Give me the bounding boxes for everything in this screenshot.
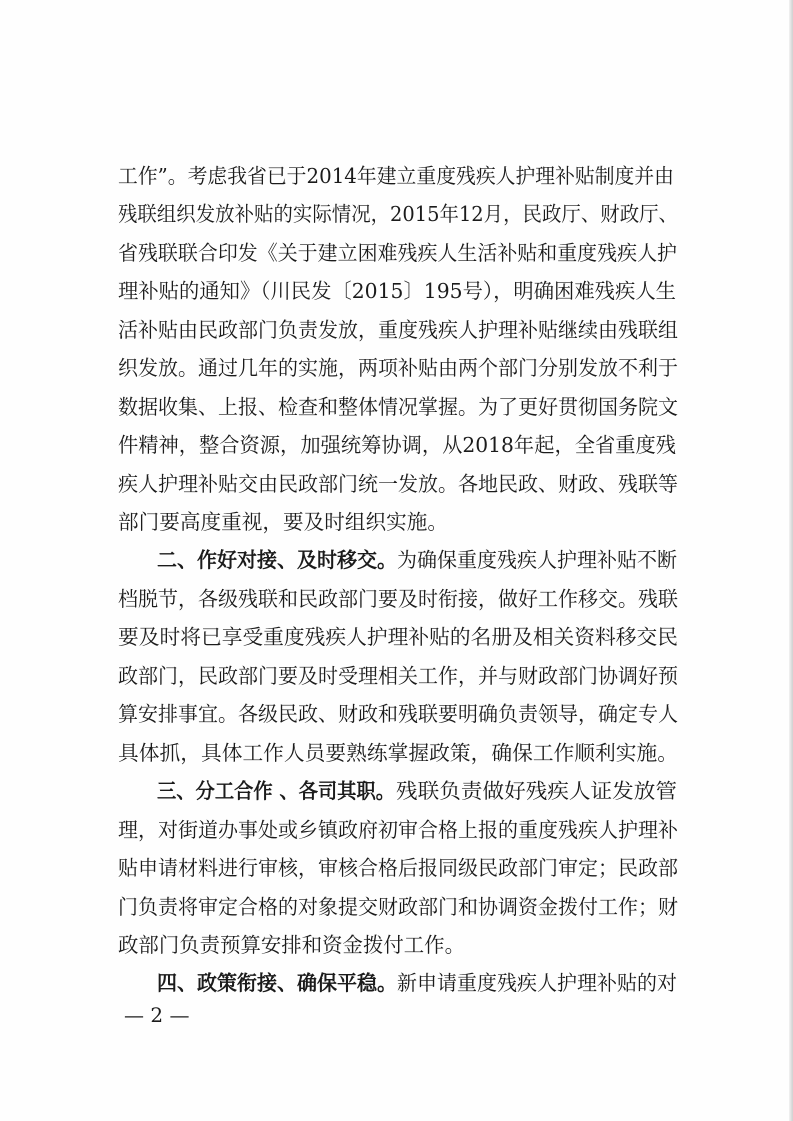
line-text: 省残联联合印发《关于建立困难残疾人生活补贴和重度残疾人护 bbox=[118, 241, 677, 265]
section-line bbox=[0, 771, 793, 811]
text-line bbox=[0, 310, 793, 350]
line-text: 门负责将审定合格的对象提交财政部门和协调资金拨付工作；财 bbox=[118, 895, 678, 919]
line-text: 档脱节，各级残联和民政部门要及时衔接，做好工作移交。残联 bbox=[118, 587, 678, 611]
line-text: 理，对街道办事处或乡镇政府初审合格上报的重度残疾人护理补 bbox=[118, 818, 678, 842]
section-heading: 四、政策衔接、确保平稳。 bbox=[157, 971, 397, 995]
line-text: 贴申请材料进行审核，审核合格后报同级民政部门审定；民政部 bbox=[118, 856, 678, 880]
text-line bbox=[0, 925, 793, 965]
line-text: 为确保重度残疾人护理补贴不断 bbox=[397, 548, 677, 572]
line-text: 工作”。考虑我省已于2014年建立重度残疾人护理补贴制度并由 bbox=[118, 164, 674, 188]
line-text: 织发放。通过几年的实施，两项补贴由两个部门分别发放不利于 bbox=[118, 356, 678, 380]
line-text: 政部门，民政部门要及时受理相关工作，并与财政部门协调好预 bbox=[118, 664, 678, 688]
page-footer bbox=[0, 1000, 793, 1030]
section-heading: 二、作好对接、及时移交。 bbox=[157, 548, 397, 572]
line-text: 政部门负责预算安排和资金拨付工作。 bbox=[118, 933, 465, 957]
line-text: 数据收集、上报、检查和整体情况掌握。为了更好贯彻国务院文 bbox=[118, 395, 678, 419]
text-line bbox=[0, 887, 793, 927]
line-text: 理补贴的通知》（川民发〔2015〕195号），明确困难残疾人生 bbox=[118, 279, 676, 303]
text-line bbox=[0, 656, 793, 696]
line-text: 新申请重度残疾人护理补贴的对 bbox=[397, 971, 677, 995]
line-text: 要及时将已享受重度残疾人护理补贴的名册及相关资料移交民 bbox=[118, 625, 678, 649]
section-line bbox=[0, 963, 793, 1003]
text-line bbox=[0, 271, 793, 311]
line-text: 具体抓，具体工作人员要熟练掌握政策，确保工作顺利实施。 bbox=[118, 741, 678, 765]
text-line bbox=[0, 387, 793, 427]
line-text: 件精神，整合资源，加强统筹协调，从2018年起，全省重度残 bbox=[118, 433, 676, 457]
section-line bbox=[0, 540, 793, 580]
line-text: 活补贴由民政部门负责发放，重度残疾人护理补贴继续由残联组 bbox=[118, 318, 678, 342]
text-line bbox=[0, 579, 793, 619]
page-number: — 2 — bbox=[124, 1003, 190, 1027]
line-text: 残联组织发放补贴的实际情况，2015年12月，民政厅、财政厅、 bbox=[118, 202, 678, 226]
text-line bbox=[0, 694, 793, 734]
text-line bbox=[0, 848, 793, 888]
text-line bbox=[0, 502, 793, 542]
text-line bbox=[0, 194, 793, 234]
text-line bbox=[0, 733, 793, 773]
text-line bbox=[0, 233, 793, 273]
line-text: 算安排事宜。各级民政、财政和残联要明确负责领导，确定专人 bbox=[118, 702, 678, 726]
text-line bbox=[0, 156, 793, 196]
line-text: 残联负责做好残疾人证发放管 bbox=[396, 779, 677, 803]
text-line bbox=[0, 617, 793, 657]
line-text: 疾人护理补贴交由民政部门统一发放。各地民政、财政、残联等 bbox=[118, 472, 678, 496]
section-heading: 三、分工合作 、各司其职。 bbox=[157, 779, 395, 803]
line-text: 部门要高度重视，要及时组织实施。 bbox=[118, 510, 448, 534]
text-line bbox=[0, 425, 793, 465]
text-line bbox=[0, 464, 793, 504]
text-line bbox=[0, 348, 793, 388]
text-line bbox=[0, 810, 793, 850]
